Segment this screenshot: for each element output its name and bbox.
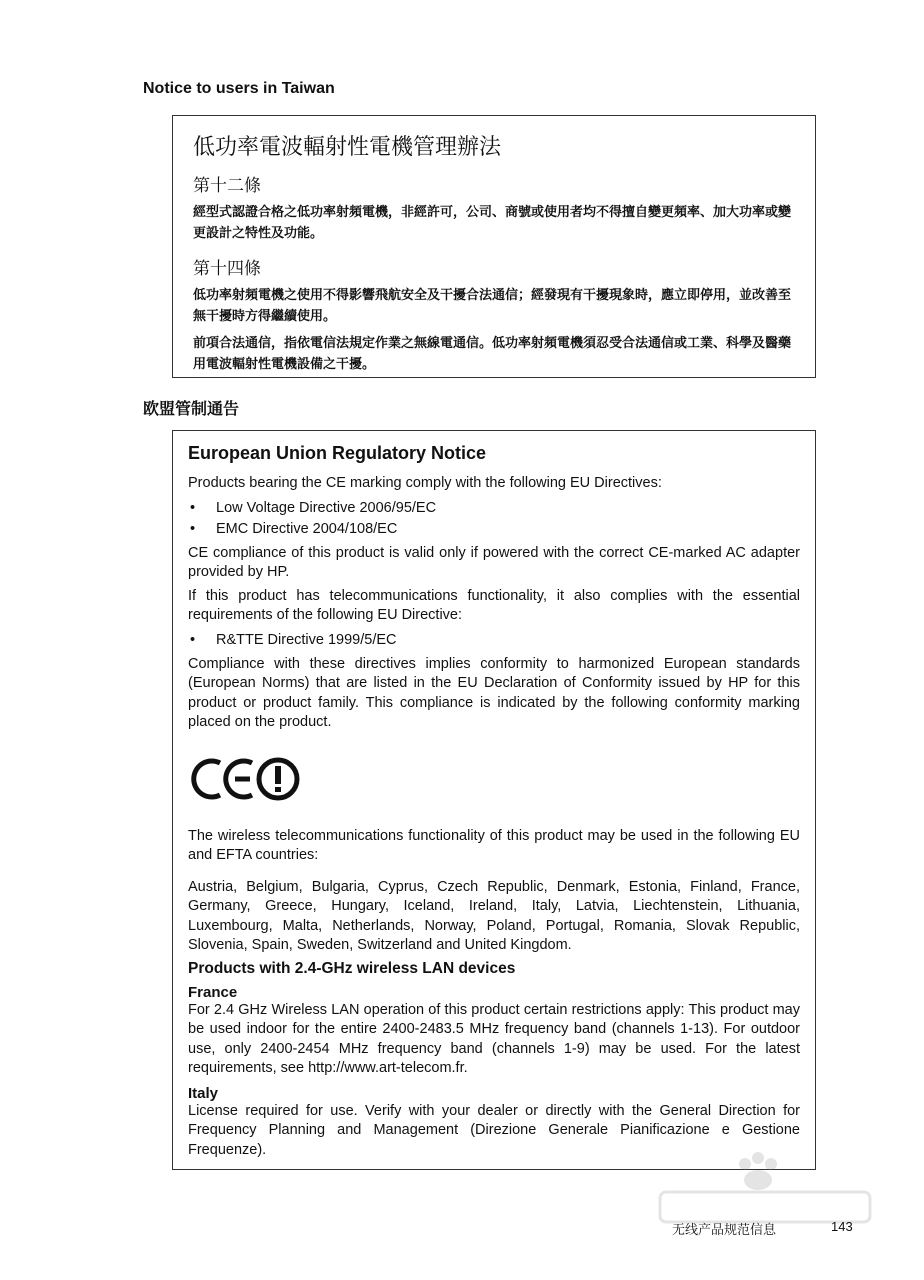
france-text: For 2.4 GHz Wireless LAN operation of this product certain restrictions apply: This product may be used indoor for the entire 2400-2483.5 MHz frequency band (channels 1-13). For outdoor use, only 2400-2454 MHz frequency band (channels 1-9) may be used. For the latest requirements, see http://www.art-telecom.fr.: [188, 1001, 800, 1076]
footer-section-title: 无线产品规范信息: [672, 1223, 777, 1238]
france-heading: France: [188, 983, 238, 1001]
ce-compliance-text: CE compliance of this product is valid only if powered with the correct CE-marked AC adapter provided by HP.: [188, 544, 800, 580]
country-list: Austria, Belgium, Bulgaria, Cyprus, Czech Republic, Denmark, Estonia, Finland, France, Germany, Greece, Hungary, Iceland, Ireland, Italy, Latvia, Liechtenstein, Lithuania, Luxembourg, Malta, Netherlands, Norway, Poland, Portugal, Romania, Slovak Republic, Slovenia, Spain, Sweden, Switzerland and United Kingdom.: [188, 878, 800, 953]
italy-text: License required for use. Verify with your dealer or directly with the General Direction for Frequency Planning and Management (Direzione Generale Pianificazione e Gestione Frequenze).: [188, 1102, 800, 1158]
article-14-text-1: 低功率射頻電機之使用不得影響飛航安全及干擾合法通信；經發現有干擾現象時，應立即停用，並改善至無干擾時方得繼續使用。: [193, 288, 792, 324]
telecom-intro: If this product has telecommunications functionality, it also complies with the essential requirements of the following EU Directive:: [188, 587, 800, 623]
article-12-heading: 第十二條: [193, 176, 261, 196]
taiwan-title: 低功率電波輻射性電機管理辦法: [193, 135, 502, 160]
baidu-watermark-icon: [640, 1150, 890, 1230]
compliance-text: Compliance with these directives implies conformity to harmonized European standards (European Norms) that are listed in the EU Declaration of Conformity issued by HP for this product or product family. This compliance is indicated by the following conformity marking placed on the product.: [188, 655, 800, 730]
wlan-heading: Products with 2.4-GHz wireless LAN devices: [188, 959, 516, 977]
wireless-text: The wireless telecommunications functionality of this product may be used in the following EU and EFTA countries:: [188, 827, 800, 863]
eu-heading: 欧盟管制通告: [143, 401, 240, 418]
ce-mark: [188, 755, 800, 803]
article-14-text-2: 前項合法通信，指依電信法規定作業之無線電通信。低功率射頻電機須忍受合法通信或工業、科學及醫藥用電波輻射性電機設備之干擾。: [193, 336, 792, 372]
telecom-directive-list: [188, 630, 800, 651]
list-item: • EMC Directive 2004/108/EC: [188, 519, 800, 540]
taiwan-heading: Notice to users in Taiwan: [143, 80, 335, 97]
directive-list: [188, 498, 800, 540]
page-number: 143: [831, 1219, 853, 1234]
eu-title: European Union Regulatory Notice: [188, 443, 487, 463]
article-12-text: 經型式認證合格之低功率射頻電機，非經許可，公司、商號或使用者均不得擅自變更頻率、加大功率或變更設計之特性及功能。: [193, 205, 792, 241]
list-item: • R&TTE Directive 1999/5/EC: [188, 630, 800, 651]
italy-heading: Italy: [188, 1084, 219, 1102]
eu-notice-box: [172, 430, 816, 1170]
taiwan-notice-box: [172, 115, 816, 378]
list-item: • Low Voltage Directive 2006/95/EC: [188, 498, 800, 519]
article-14-heading: 第十四條: [193, 259, 261, 279]
ce-alert-icon: [188, 755, 300, 803]
eu-intro: Products bearing the CE marking comply with the following EU Directives:: [188, 475, 662, 491]
